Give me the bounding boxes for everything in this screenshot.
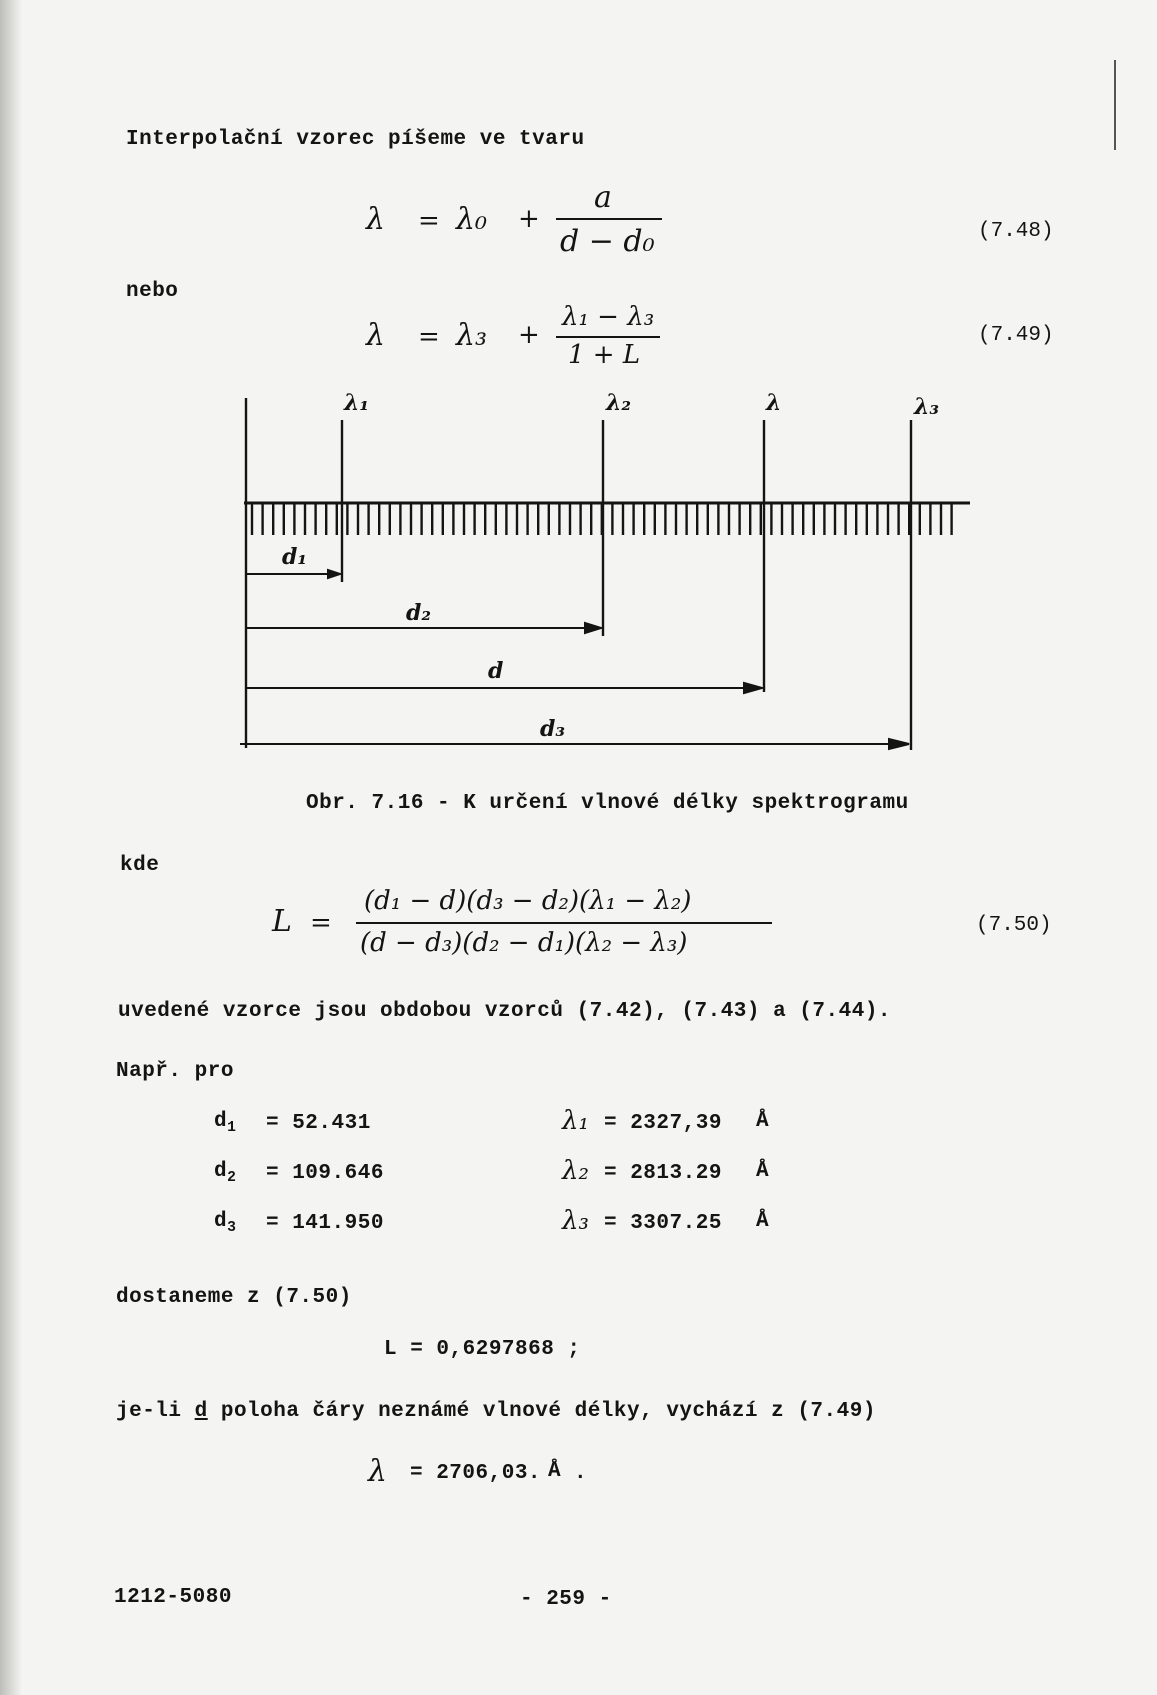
eq749-denominator: 1 + L <box>568 340 641 370</box>
figure-caption: Obr. 7.16 - K určení vlnové délky spektrogramu <box>306 792 909 815</box>
eq750-lhs: L <box>272 904 292 939</box>
lambda-result-symbol: λ <box>368 1454 388 1489</box>
eq750-equals: = <box>310 908 332 938</box>
d-symbol: $d_3$ <box>214 1210 237 1237</box>
lambda-symbol: λ₁ <box>562 1106 589 1136</box>
lambda-value: = 2327,39 <box>604 1112 722 1135</box>
d-value: = 109.646 <box>266 1162 384 1185</box>
eq750-denominator: (d − d₃)(d₂ − d₁)(λ₂ − λ₃) <box>360 928 688 958</box>
arrowhead-d3 <box>889 739 909 749</box>
eq748-number: (7.48) <box>978 220 1054 243</box>
L-result: L = 0,6297868 ; <box>384 1338 581 1361</box>
lambda-result-value: = 2706,03. <box>410 1462 542 1485</box>
dostaneme-text: dostaneme z (7.50) <box>116 1286 352 1309</box>
jeli-sentence: je-li d poloha čáry neznámé vlnové délky, vychází z (7.49) <box>116 1400 876 1423</box>
d-value: = 52.431 <box>266 1112 371 1135</box>
label-lambda3: λ₃ <box>914 394 940 420</box>
label-lambda1: λ₁ <box>344 390 370 416</box>
footer-code: 1212-5080 <box>114 1586 232 1609</box>
label-lambda2: λ₂ <box>606 390 632 416</box>
intro-text: Interpolační vzorec píšeme ve tvaru <box>126 128 585 151</box>
label-d: d <box>488 658 504 684</box>
lambda-symbol: λ₂ <box>562 1156 589 1186</box>
eq749-numerator: λ₁ − λ₃ <box>562 302 655 332</box>
eq749-rhs-base: λ₃ <box>456 318 488 353</box>
arrowhead-d1 <box>328 570 340 578</box>
eq748-numerator: a <box>594 180 612 215</box>
spectrogram-diagram <box>0 0 1157 800</box>
eq748-denominator: d − d₀ <box>560 224 655 259</box>
analog-text: uvedené vzorce jsou obdobou vzorců (7.42), (7.43) a (7.44). <box>118 1000 892 1023</box>
lambda-symbol: λ₃ <box>562 1206 589 1236</box>
lambda-value: = 3307.25 <box>604 1212 722 1235</box>
eq748-plus: + <box>518 204 540 234</box>
arrowhead-d <box>744 683 762 693</box>
d-symbol: $d_1$ <box>214 1110 237 1137</box>
angstrom-unit: Å <box>756 1210 770 1233</box>
eq750-numerator: (d₁ − d)(d₃ − d₂)(λ₁ − λ₂) <box>364 886 692 916</box>
eq749-plus: + <box>518 320 540 350</box>
eq749-lhs: λ <box>366 318 386 353</box>
nebo-text: nebo <box>126 280 179 303</box>
label-d3: d₃ <box>540 716 566 742</box>
d-symbol: $d_2$ <box>214 1160 237 1187</box>
eq748-equals: = <box>418 206 440 236</box>
eq749-number: (7.49) <box>978 324 1054 347</box>
lambda-result-end: . <box>574 1462 588 1485</box>
angstrom-unit: Å <box>756 1110 770 1133</box>
label-lambda: λ <box>766 390 782 416</box>
d-value: = 141.950 <box>266 1212 384 1235</box>
eq748-rhs-base: λ₀ <box>456 202 488 237</box>
angstrom-unit: Å <box>756 1160 770 1183</box>
eq750-number: (7.50) <box>976 914 1052 937</box>
lambda-value: = 2813.29 <box>604 1162 722 1185</box>
eq748-lhs: λ <box>366 202 386 237</box>
kde-text: kde <box>120 854 160 877</box>
eq749-equals: = <box>418 322 440 352</box>
label-d2: d₂ <box>406 600 432 626</box>
napr-text: Např. pro <box>116 1060 234 1083</box>
eq750-fraction-bar <box>356 922 772 924</box>
lambda-result-unit: Å <box>548 1460 562 1483</box>
arrowhead-d2 <box>585 623 601 633</box>
label-d1: d₁ <box>282 544 308 570</box>
page-number: - 259 - <box>520 1588 612 1611</box>
